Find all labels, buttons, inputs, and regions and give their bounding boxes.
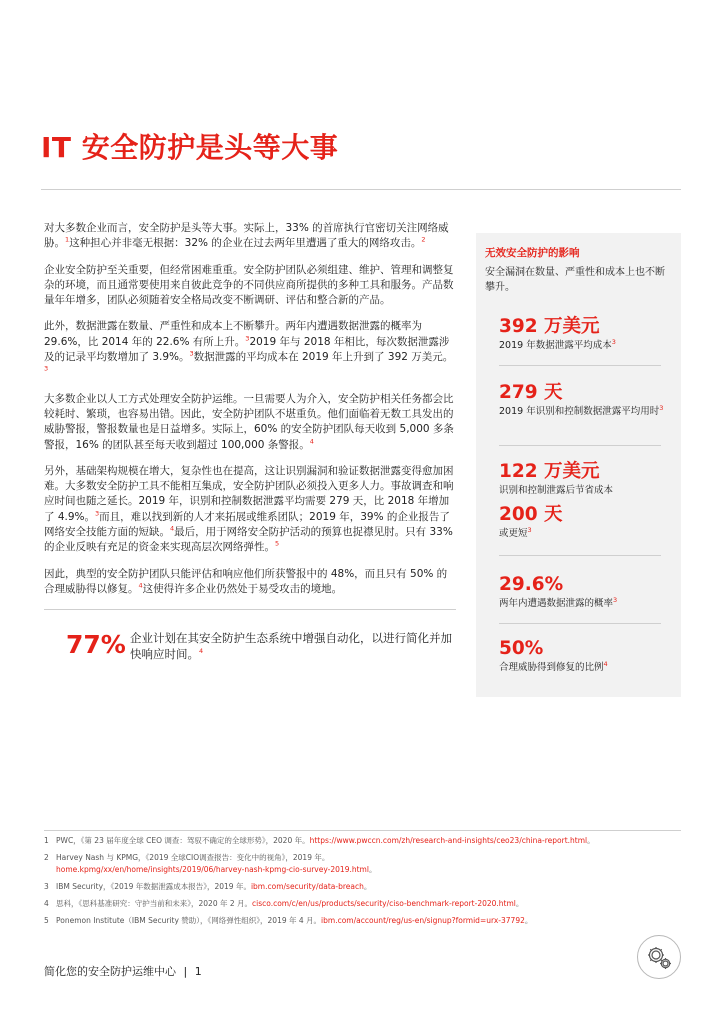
footnote-4: 4 思科，《思科基准研究：守护当前和未来》，2020 年 2 月。cisco.com/c/en/us/products/security/ciso-benchmark-report-2020.html。 <box>44 899 524 908</box>
impact-sidebar <box>476 233 681 697</box>
paragraph-1: 对大多数企业而言，安全防护是头等大事。实际上，33% 的首席执行官密切关注网络威胁。$^1$这种担心并非毫无根据：32% 的企业在过去两年里遭遇了重大的网络攻击。$^2$ <box>44 222 449 250</box>
footnote-3-link[interactable]: ibm.com/security/data-breach <box>250 882 364 891</box>
footnote-5-link[interactable]: ibm.com/account/reg/us-en/signup?formid=urx-37792 <box>321 916 525 925</box>
page-number: 1 <box>194 965 202 978</box>
stat-breach-probability: 29.6% 两年内遭遇数据泄露的概率$^3$ <box>499 574 618 609</box>
title-divider <box>41 189 681 190</box>
footnote-2: 2 Harvey Nash 与 KPMG，《2019 全球CIO调查报告：变化中的视角》，2019 年。 home.kpmg/xx/en/home/insights/2019/06/harvey-nash-kpmg-cio-survey-2019.html。 <box>44 853 377 874</box>
footer-title: 简化您的安全防护运维中心 <box>44 965 176 978</box>
stat-divider <box>499 365 661 366</box>
footnote-2-link[interactable]: home.kpmg/xx/en/home/insights/2019/06/harvey-nash-kpmg-cio-survey-2019.html <box>56 865 369 874</box>
sidebar-heading: 无效安全防护的影响 <box>485 247 580 259</box>
body-text <box>44 221 456 608</box>
automation-callout <box>66 628 456 672</box>
paragraph-5: 另外，基础架构规模在增大，复杂性也在提高，这让识别漏洞和验证数据泄露变得愈加困难。大多数安全防护工具不能相互集成，安全防护团队必须投入更多人力。事故调查和响应时间也随之延长。2019 年，识别和控制数据泄露平均需要 279 天，比 2018 年增加了 4.9%。$^3$而且，难以找到新的人才来拓展或维系团队；2019 年，39% 的企业报告了网络安全技能方面的短缺。$^4$最后，用于网络安全防护活动的预算也捉襟见肘。只有 33% 的企业反映有充足的资金来实现高层次网络弹性。$^5$ <box>44 464 454 554</box>
paragraph-2: 企业安全防护至关重要，但经常困难重重。安全防护团队必须组建、维护、管理和调整复杂的环境，而且通常要使用来自彼此竞争的不同供应商所提供的多种工具和服务。产品数量年年增多，团队必须随着安全格局改变不断调研、评估和整合新的产品。 <box>44 263 454 307</box>
footnotes <box>44 835 684 932</box>
stat-divider <box>499 555 661 556</box>
stat-savings: 122 万美元 识别和控制泄露后节省成本 <box>499 461 614 496</box>
callout-text: 企业计划在其安全防护生态系统中增强自动化，以进行简化并加快响应时间。$^4$ <box>130 631 452 661</box>
paragraph-4: 大多数企业以人工方式处理安全防护运维。一旦需要人为介入，安全防护相关任务都会比较耗时、繁琐，也容易出错。因此，安全防护团队不堪重负。他们面临着无数工具发出的威胁警报，警报数量也是日益增多。实际上，60% 的安全防护团队每天收到 5,000 多条警报，16% 的团队甚至每天收到超过 100,000 条警报。$^4$ <box>44 392 454 451</box>
stat-breach-cost: 392 万美元 2019 年数据泄露平均成本$^3$ <box>499 316 616 351</box>
stat-divider <box>499 623 661 624</box>
page-title: IT 安全防护是头等大事 <box>41 131 339 164</box>
gears-icon <box>637 935 681 979</box>
footnotes-divider <box>44 830 681 831</box>
footnote-3: 3 IBM Security，《2019 年数据泄露成本报告》，2019 年。ibm.com/security/data-breach。 <box>44 882 372 891</box>
footnote-4-link[interactable]: cisco.com/c/en/us/products/security/ciso-benchmark-report-2020.html <box>252 899 516 908</box>
page-footer <box>44 963 202 979</box>
callout-divider <box>44 609 456 610</box>
footer-separator: | <box>183 965 188 978</box>
stat-days-or-less: 200 天 或更短$^3$ <box>499 504 563 539</box>
paragraph-3: 此外，数据泄露在数量、严重性和成本上不断攀升。两年内遭遇数据泄露的概率为 29.6%，比 2014 年的 22.6% 有所上升。$^3$2019 年与 2018 年相比，每次数据泄露涉及的记录平均数增加了 3.9%。$^3$数据泄露的平均成本在 2019 年上升到了 392 万美元。$^3$ <box>44 320 454 373</box>
footnote-1: 1 PWC，《第 23 届年度全球 CEO 调查：驾驭不确定的全球形势》，2020 年。https://www.pwccn.com/zh/research-and-insights/ceo23/china-report.html。 <box>44 836 595 845</box>
stat-breach-days: 279 天 2019 年识别和控制数据泄露平均用时$^3$ <box>499 382 664 417</box>
paragraph-6: 因此，典型的安全防护团队只能评估和响应他们所获警报中的 48%，而且只有 50% 的合理威胁得以修复。$^4$这使得许多企业仍然处于易受攻击的境地。 <box>44 567 448 595</box>
callout-value: 77% <box>66 630 126 659</box>
stat-remediation-rate: 50% 合理威胁得到修复的比例$^4$ <box>499 638 608 673</box>
footnote-5: 5 Ponemon Institute（IBM Security 赞助），《网络弹性组织》，2019 年 4 月。ibm.com/account/reg/us-en/signup?formid=urx-37792。 <box>44 916 533 925</box>
gears-icon-graphic <box>644 942 674 972</box>
footnote-1-link[interactable]: https://www.pwccn.com/zh/research-and-insights/ceo23/china-report.html <box>309 836 588 845</box>
stat-divider <box>499 445 661 446</box>
sidebar-intro: 安全漏洞在数量、严重性和成本上也不断攀升。 <box>485 267 665 293</box>
